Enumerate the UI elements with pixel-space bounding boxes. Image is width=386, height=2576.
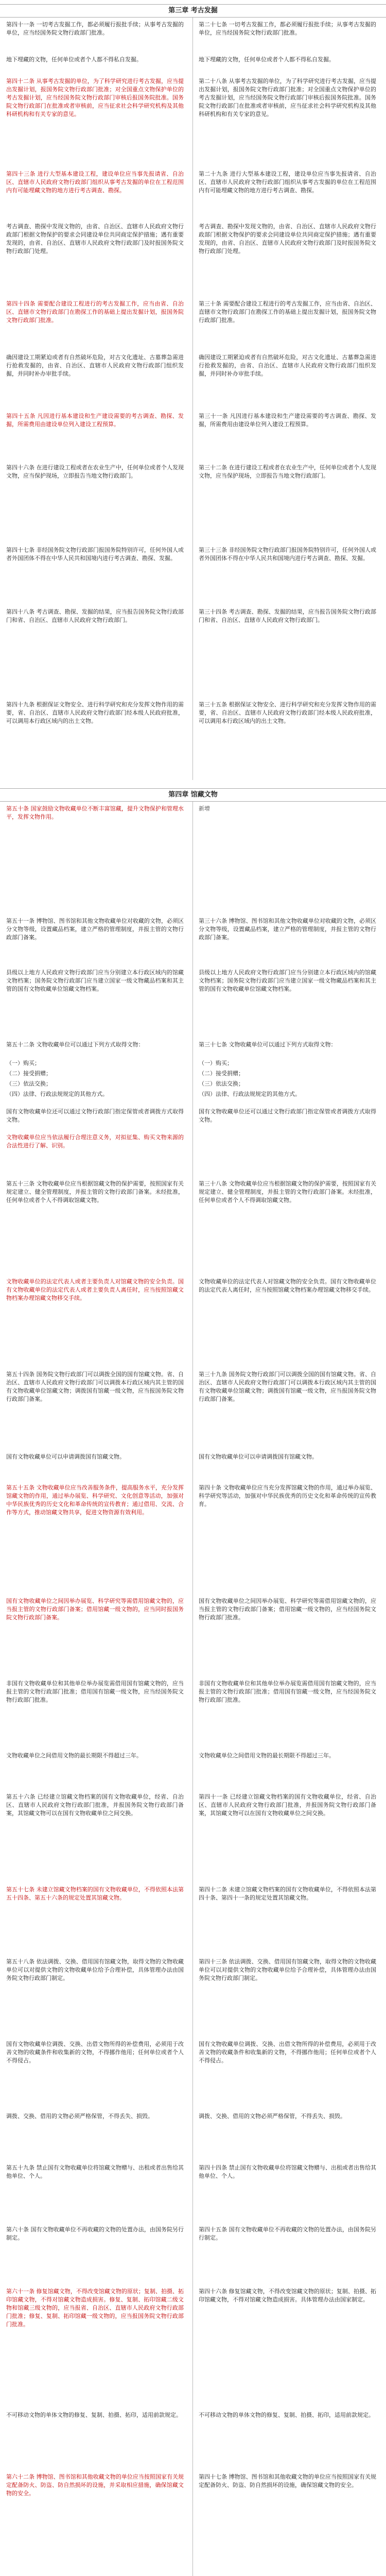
article-new-61: 第六十一条 修复馆藏文物，不得改变馆藏文物的原状；复制、拍摄、拓印馆藏文物，不得对馆藏文物造成损害。修复、复制、拓印馆藏二级文物和馆藏三级文物的，应当报省、自治区、直辖市人民政府文物行政部门批准；修复、复制、拓印馆藏一级文物的，应当报国务院文物行政部门批准。 <box>6 2288 184 2328</box>
article-para: 国有文物收藏单位还可以通过文物行政部门指定保管或者调拨方式取得文物。 <box>6 1108 184 1123</box>
chapter-4-heading: 第四章 馆藏文物 <box>0 788 386 802</box>
article-new-60: 第六十条 国有文物收藏单位不再收藏的文物的处置办法，由国务院另行制定。 <box>6 2226 184 2241</box>
article-para: 国有文物收藏单位可以申请调拨国有馆藏文物。 <box>6 1453 125 1460</box>
article-para: 国有文物收藏单位之间因举办展览、科学研究等需借用馆藏文物的，应当报主管的文物行政部门备案；借用馆藏一级文物的，应当经国务院文物行政部门批准。 <box>199 1598 376 1621</box>
article-new-58: 第五十八条 依法调拨、交换、借用国有馆藏文物，取得文物的文物收藏单位可以对提供文物的文物收藏单位给予合理补偿，具体管理办法由国务院文物行政部门制定。 <box>6 1958 184 1981</box>
article-para: 调拨、交换、借用的文物必须严格保管，不得丢失、损毁。 <box>199 2113 346 2120</box>
article-old-44: 第四十四条 禁止国有文物收藏单位将馆藏文物赠与、出租或者出售给其他单位、个人。 <box>199 2164 376 2179</box>
article-para: 调拨、交换、借用的文物必须严格保管，不得丢失、损毁。 <box>6 2113 153 2120</box>
article-old-40: 第四十条 文物收藏单位应当充分发挥馆藏文物的作用，通过举办展览、科学研究等活动，加强对中华民族优秀的历史文化和革命传统的宣传教育。 <box>199 1484 376 1507</box>
list-item: （二）接受捐赠； <box>199 1070 244 1077</box>
article-old-34: 第三十四条 考古调查、勘探、发掘的结果，应当报告国务院文物行政部门和省、自治区、直辖市人民政府文物行政部门。 <box>199 608 376 623</box>
article-para-new: 文物收藏单位应当依法履行合理注意义务，对拟征集、购买文物来源的合法性进行了解、识别。 <box>6 1134 184 1149</box>
article-para: 国有文物收藏单位可以申请调拨国有馆藏文物。 <box>199 1453 318 1460</box>
article-para: 文物收藏单位的法定代表人对馆藏文物的安全负责。国有文物收藏单位的法定代表人离任时，应当按照馆藏文物档案办理馆藏文物移交手续。 <box>199 1278 376 1293</box>
column-divider <box>192 802 193 2576</box>
article-old-41: 第四十一条 已经建立馆藏文物档案的国有文物收藏单位，经省、自治区、直辖市人民政府文物行政部门批准，并报国务院文物行政部门备案，其馆藏文物可以在国有文物收藏单位之间交换。 <box>199 1793 376 1817</box>
article-new-53: 第五十三条 文物收藏单位应当根据馆藏文物的保护需要，按照国家有关规定建立、健全管理制度，并报主管的文物行政部门备案。未经批准，任何单位或者个人不得调取馆藏文物。 <box>6 1180 184 1204</box>
article-new-56: 第五十六条 已经建立馆藏文物档案的国有文物收藏单位，经省、自治区、直辖市人民政府文物行政部门批准，并报国务院文物行政部门备案，其馆藏文物可以在国有文物收藏单位之间交换。 <box>6 1793 184 1817</box>
article-new-54: 第五十四条 国务院文物行政部门可以调拨全国的国有馆藏文物。省、自治区、直辖市人民政府文物行政部门可以调拨本行政区域内其主管的国有文物收藏单位馆藏文物；调拨国有馆藏一级文物，应当报国务院文物行政部门备案。 <box>6 1371 184 1402</box>
article-old-35: 第三十五条 根据保证文物安全、进行科学研究和充分发挥文物作用的需要，省、自治区、直辖市人民政府文物行政部门经本级人民政府批准，可以调用本行政区域内的出土文物。 <box>199 701 376 724</box>
article-old-38: 第三十八条 文物收藏单位应当根据馆藏文物的保护需要，按照国家有关规定建立、健全管理制度，并报主管的文物行政部门备案。未经批准，任何单位或者个人不得调取馆藏文物。 <box>199 1180 376 1204</box>
article-para: 国有文物收藏单位调拨、交换、出借文物所得的补偿费用，必须用于改善文物的收藏条件和收集新的文物，不得挪作他用；任何单位或者个人不得侵占。 <box>199 2041 376 2064</box>
article-old-27: 第二十七条 一切考古发掘工作，都必须履行报批手续；从事考古发掘的单位，应当经国务院文物行政部门批准。 <box>199 21 376 36</box>
article-old-32: 第三十二条 在进行建设工程或者在农业生产中，任何单位或者个人发现文物，应当保护现场，立即报告当地文物行政部门。 <box>199 464 376 479</box>
article-old-37: 第三十七条 文物收藏单位可以通过下列方式取得文物： <box>199 1041 337 1048</box>
article-old-39: 第三十九条 国务院文物行政部门可以调拨全国的国有馆藏文物。省、自治区、直辖市人民政府文物行政部门可以调拨本行政区域内其主管的国有文物收藏单位馆藏文物；调拨国有馆藏一级文物，应当报国务院文物行政部门备案。 <box>199 1371 376 1402</box>
article-para: 不可移动文物的单体文物的修复、复制、拍摄、拓印，适用前款规定。 <box>6 2412 182 2418</box>
article-para: 国有文物收藏单位调拨、交换、出借文物所得的补偿费用，必须用于改善文物的收藏条件和收集新的文物，不得挪作他用；任何单位或者个人不得侵占。 <box>6 2041 184 2064</box>
article-new-42: 第四十二条 从事考古发掘的单位，为了科学研究进行考古发掘，应当提出发掘计划，报国务院文物行政部门批准；对全国重点文物保护单位的考古发掘计划，应当经国务院文物行政部门审核后报国务院批准。国务院文物行政部门在批准或者审核前，应当征求社会科学研究机构及其他科研机构和有关专家的意见。 <box>6 78 184 117</box>
article-new-46: 第四十六条 在进行建设工程或者在农业生产中，任何单位或者个人发现文物，应当保护现场，立即报告当地文物行政部门。 <box>6 464 184 479</box>
article-para: 国有文物收藏单位之间因举办展览、科学研究等需借用馆藏文物的，应当报主管的文物行政部门备案；借用馆藏一级文物的，应当同时报国务院文物行政部门备案。 <box>6 1598 184 1621</box>
article-new-41: 第四十一条 一切考古发掘工作，都必须履行报批手续；从事考古发掘的单位，应当经国务院文物行政部门批准。 <box>6 21 184 36</box>
article-new-50: 第五十条 国家鼓励文物收藏单位不断丰富馆藏，提升文物保护和管理水平，发挥文物作用。 <box>6 805 184 820</box>
article-new-47: 第四十七条 非经国务院文物行政部门报国务院特别许可，任何外国人或者外国团体不得在中华人民共和国境内进行考古调查、勘探、发掘。 <box>6 547 184 562</box>
article-old-28: 第二十八条 从事考古发掘的单位，为了科学研究进行考古发掘，应当提出发掘计划，报国务院文物行政部门批准；对全国重点文物保护单位的考古发掘计划，应当经国务院文物行政部门审核后报国务院批准。国务院文物行政部门在批准或者审核前，应当征求社会科学研究机构及其他科研机构和有关专家的意见。 <box>199 78 376 117</box>
article-para: 文物收藏单位之间借用文物的最长期限不得超过三年。 <box>199 1752 335 1759</box>
article-para: 地下埋藏的文物，任何单位或者个人都不得私自发掘。 <box>6 56 142 63</box>
article-old-36: 第三十六条 博物馆、图书馆和其他文物收藏单位对收藏的文物，必须区分文物等级，设置藏品档案，建立严格的管理制度，并报主管的文物行政部门备案。 <box>199 918 376 941</box>
article-para: 地下埋藏的文物，任何单位或者个人都不得私自发掘。 <box>199 56 335 63</box>
article-old-43: 第四十三条 依法调拨、交换、借用国有馆藏文物，取得文物的文物收藏单位可以对提供文物的文物收藏单位给予合理补偿，具体管理办法由国务院文物行政部门制定。 <box>199 1958 376 1981</box>
article-new-62: 第六十二条 博物馆、图书馆和其他收藏文物的单位应当按照国家有关规定配备防火、防盗、防自然损坏的设施，并采取相应措施，确保馆藏文物的安全。 <box>6 2473 184 2497</box>
article-new-48: 第四十八条 考古调查、勘探、发掘的结果，应当报告国务院文物行政部门和省、自治区、直辖市人民政府文物行政部门。 <box>6 608 184 623</box>
new-article-note: 新增 <box>199 805 210 812</box>
article-para: 确因建设工期紧迫或者有自然破坏危险，对古文化遗址、古墓葬急需进行抢救发掘的，由省、自治区、直辖市人民政府文物行政部门组织发掘，并同时补办审批手续。 <box>199 354 376 377</box>
list-item: （一）购买； <box>6 1060 40 1066</box>
article-new-59: 第五十九条 禁止国有文物收藏单位将馆藏文物赠与、出租或者出售给其他单位、个人。 <box>6 2164 184 2179</box>
article-new-49: 第四十九条 根据保证文物安全、进行科学研究和充分发挥文物作用的需要，省、自治区、直辖市人民政府文物行政部门经本级人民政府批准，可以调用本行政区域内的出土文物。 <box>6 701 184 724</box>
article-para: 不可移动文物的单体文物的修复、复制、拍摄、拓印，适用前款规定。 <box>199 2412 374 2418</box>
article-para: 确因建设工期紧迫或者有自然破坏危险，对古文化遗址、古墓葬急需进行抢救发掘的，由省、自治区、直辖市人民政府文物行政部门组织发掘，并同时补办审批手续。 <box>6 354 184 377</box>
article-new-44: 第四十四条 需要配合建设工程进行的考古发掘工作，应当由省、自治区、直辖市文物行政部门在勘探工作的基础上提出发掘计划，报国务院文物行政部门批准。 <box>6 300 184 324</box>
list-item: （二）接受捐赠； <box>6 1070 51 1077</box>
article-new-51: 第五十一条 博物馆、图书馆和其他文物收藏单位对收藏的文物，必须区分文物等级，设置藏品档案，建立严格的管理制度，并报主管的文物行政部门备案。 <box>6 918 184 941</box>
article-old-42: 第四十二条 未建立馆藏文物档案的国有文物收藏单位，不得依照本法第四十条、第四十一条的规定处置其馆藏文物。 <box>199 1886 376 1901</box>
column-divider <box>192 18 193 780</box>
article-old-29: 第二十九条 进行大型基本建设工程，建设单位应当事先报请省、自治区、直辖市人民政府文物行政部门组织从事考古发掘的单位在工程范围内有可能埋藏文物的地方进行考古调查、勘探。 <box>199 171 376 194</box>
article-new-57: 第五十七条 未建立馆藏文物档案的国有文物收藏单位，不得依照本法第五十四条、第五十六条的规定处置其馆藏文物。 <box>6 1886 184 1901</box>
article-para: 考古调查、勘探中发现文物的，由省、自治区、直辖市人民政府文物行政部门根据文物保护的要求会同建设单位共同商定保护措施；遇有重要发现的，由省、自治区、直辖市人民政府文物行政部门及时报国务院文物行政部门处理。 <box>6 223 184 255</box>
article-old-46: 第四十六条 修复馆藏文物，不得改变馆藏文物的原状；复制、拍摄、拓印馆藏文物，不得对馆藏文物造成损害。具体管理办法由国家制定。 <box>199 2288 376 2303</box>
list-item: （四）法律、行政法规规定的其他方式。 <box>199 1091 301 1097</box>
article-old-30: 第三十条 需要配合建设工程进行的考古发掘工作，应当由省、自治区、直辖市文物行政部门在勘探工作的基础上提出发掘计划，报国务院文物行政部门批准。 <box>199 300 376 324</box>
list-item: （四）法律、行政法规规定的其他方式。 <box>6 1091 108 1097</box>
article-para: 国有文物收藏单位还可以通过文物行政部门指定保管或者调拨方式取得文物。 <box>199 1108 376 1123</box>
article-para: 考古调查、勘探中发现文物的，由省、自治区、直辖市人民政府文物行政部门根据文物保护的要求会同建设单位共同商定保护措施；遇有重要发现的，由省、自治区、直辖市人民政府文物行政部门及时报国务院文物行政部门处理。 <box>199 223 376 255</box>
article-old-47: 第四十七条 博物馆、图书馆和其他收藏文物的单位应当按照国家有关规定配备防火、防盗、防自然损坏的设施，确保馆藏文物的安全。 <box>199 2473 376 2488</box>
article-new-43: 第四十三条 进行大型基本建设工程，建设单位应当事先报请省、自治区、直辖市人民政府文物行政部门组织从事考古发掘的单位在工程范围内有可能埋藏文物的地方进行考古调查、勘探。 <box>6 171 184 194</box>
list-item: （三）依法交换； <box>199 1080 244 1087</box>
list-item: （一）购买； <box>199 1060 233 1066</box>
article-para: 县级以上地方人民政府文物行政部门应当分别建立本行政区域内的馆藏文物档案；国务院文物行政部门应当建立国家一级文物藏品档案和其主管的国有文物收藏单位馆藏文物档案。 <box>199 969 376 992</box>
article-old-33: 第三十三条 非经国务院文物行政部门报国务院特别许可，任何外国人或者外国团体不得在中华人民共和国境内进行考古调查、勘探、发掘。 <box>199 547 376 562</box>
article-old-31: 第三十一条 凡因进行基本建设和生产建设需要的考古调查、勘探、发掘，所需费用由建设单位列入建设工程预算。 <box>199 413 376 428</box>
chapter-3-heading: 第三章 考古发掘 <box>0 4 386 18</box>
article-para: 文物收藏单位之间借用文物的最长期限不得超过三年。 <box>6 1752 142 1759</box>
article-new-52: 第五十二条 文物收藏单位可以通过下列方式取得文物： <box>6 1041 144 1048</box>
article-old-45: 第四十五条 国有文物收藏单位不再收藏的文物的处置办法，由国务院另行制定。 <box>199 2226 376 2241</box>
article-para: 非国有文物收藏单位和其他单位举办展览需借用国有馆藏文物的，应当报主管的文物行政部门批准；借用国有馆藏一级文物，应当经国务院文物行政部门批准。 <box>199 1680 376 1703</box>
article-new-45: 第四十五条 凡因进行基本建设和生产建设需要的考古调查、勘探、发掘，所需费用由建设单位列入建设工程预算。 <box>6 413 184 428</box>
article-new-55: 第五十五条 文物收藏单位应当改善服务条件，提高服务水平，充分发挥馆藏文物的作用，通过举办展览、科学研究、文化创意等活动，加强对中华民族优秀的历史文化和革命传统的宣传教育；通过借用、交流、合作等方式，推动馆藏文物共享，促进文物资源有效利用。 <box>6 1484 184 1516</box>
article-para: 文物收藏单位的法定代表人或者主要负责人对馆藏文物的安全负责。国有文物收藏单位的法定代表人或者主要负责人离任时，应当按照馆藏文物档案办理馆藏文物移交手续。 <box>6 1278 184 1301</box>
article-para: 县级以上地方人民政府文物行政部门应当分别建立本行政区域内的馆藏文物档案；国务院文物行政部门应当建立国家一级文物藏品档案和其主管的国有文物收藏单位馆藏文物档案。 <box>6 969 184 992</box>
list-item: （三）依法交换； <box>6 1080 51 1087</box>
article-para: 非国有文物收藏单位和其他单位举办展览需借用国有馆藏文物的，应当报主管的文物行政部门批准；借用国有馆藏一级文物，应当经国务院文物行政部门批准。 <box>6 1680 184 1703</box>
